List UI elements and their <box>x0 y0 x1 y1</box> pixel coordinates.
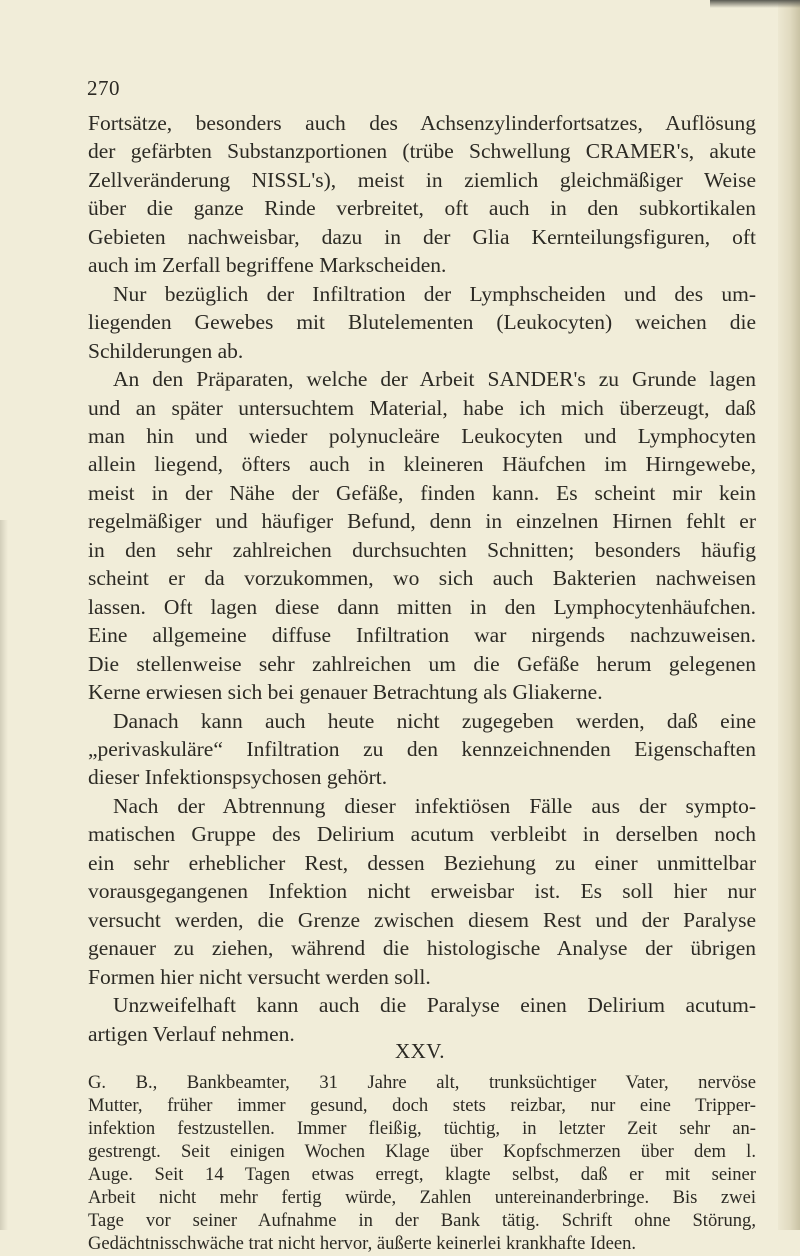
body-text-line: genauer zu ziehen, während die histologische Analyse der übrigen <box>88 936 756 961</box>
case-report-line: gestrengt. Seit einigen Wochen Klage über Kopfschmerzen über dem l. <box>88 1140 756 1162</box>
case-report <box>88 1072 756 1256</box>
body-text-line: der gefärbten Substanzportionen (trübe Schwellung CRAMER's, akute <box>88 139 756 164</box>
body-text-line: Kerne erwiesen sich bei genauer Betrachtung als Gliakerne. <box>88 680 603 705</box>
case-report-line: infektion festzustellen. Immer fleißig, tüchtig, in letzter Zeit sehr an- <box>88 1117 756 1139</box>
body-text-line: Schilderungen ab. <box>88 338 244 363</box>
body-text-line: Nach der Abtrennung dieser infektiösen Fälle aus der sympto- <box>113 793 756 818</box>
body-text-line: versucht werden, die Grenze zwischen diesem Rest und der Paralyse <box>88 907 756 932</box>
case-report-line: G. B., Bankbeamter, 31 Jahre alt, trunksüchtiger Vater, nervöse <box>88 1072 756 1093</box>
page-edge-shadow <box>710 0 800 8</box>
body-text-line: Nur bezüglich der Infiltration der Lymphscheiden und des um- <box>113 281 756 306</box>
body-text-line: vorausgegangenen Infektion nicht erweisbar ist. Es soll hier nur <box>88 879 756 904</box>
body-text-line: Zellveränderung NISSL's), meist in ziemlich gleichmäßiger Weise <box>88 167 756 192</box>
body-text-line: allein liegend, öfters auch in kleineren Häufchen im Hirngewebe, <box>88 452 756 477</box>
body-text-line: Formen hier nicht versucht werden soll. <box>88 964 431 989</box>
body-text-line: scheint er da vorzukommen, wo sich auch Bakterien nachweisen <box>88 566 756 591</box>
body-text-line: ein sehr erheblicher Rest, dessen Beziehung zu einer unmittelbar <box>88 850 756 875</box>
body-text-line: dieser Infektionspsychosen gehört. <box>88 765 388 790</box>
body-text-line: über die ganze Rinde verbreitet, oft auch in den subkortikalen <box>88 196 756 221</box>
body-text-line: regelmäßiger und häufiger Befund, denn in einzelnen Hirnen fehlt er <box>88 509 756 534</box>
case-report-line: Arbeit nicht mehr fertig würde, Zahlen untereinanderbringe. Bis zwei <box>88 1186 756 1208</box>
body-text-line: Eine allgemeine diffuse Infiltration war nirgends nachzuweisen. <box>88 623 756 648</box>
body-text-line: Danach kann auch heute nicht zugegeben werden, daß eine <box>113 708 756 733</box>
case-report-line: Auge. Seit 14 Tagen etwas erregt, klagte selbst, daß er mit seiner <box>88 1163 756 1185</box>
section-heading: XXV. <box>394 1039 446 1063</box>
body-text-line: Gebieten nachweisbar, dazu in der Glia Kernteilungsfiguren, oft <box>88 224 756 249</box>
body-text-line: auch im Zerfall begriffene Markscheiden. <box>88 253 447 278</box>
body-text-line: „perivaskuläre“ Infiltration zu den kennzeichnenden Eigenschaften <box>88 736 756 761</box>
case-report-line: Gedächtnisschwäche trat nicht hervor, äußerte keinerlei krankhafte Ideen. <box>88 1232 637 1254</box>
body-text-line: und an später untersuchtem Material, habe ich mich überzeugt, daß <box>88 395 756 420</box>
body-text-line: Die stellenweise sehr zahlreichen um die Gefäße herum gelegenen <box>88 651 756 676</box>
body-text-line: matischen Gruppe des Delirium acutum verbleibt in derselben noch <box>88 822 756 847</box>
body-text-line: Fortsätze, besonders auch des Achsenzylinderfortsatzes, Auflösung <box>88 111 756 135</box>
body-text-line: liegenden Gewebes mit Blutelementen (Leukocyten) weichen die <box>88 310 756 335</box>
case-report-line: Mutter, früher immer gesund, doch stets reizbar, nur eine Tripper- <box>88 1094 756 1116</box>
binding-shadow <box>0 520 8 1230</box>
body-text-line: artigen Verlauf nehmen. <box>88 1021 295 1046</box>
body-text <box>88 109 756 1048</box>
body-text-line: meist in der Nähe der Gefäße, finden kann. Es scheint mir kein <box>88 480 756 505</box>
body-text-line: lassen. Oft lagen diese dann mitten in den Lymphocytenhäufchen. <box>88 594 756 619</box>
page-number: 270 <box>87 76 120 100</box>
body-text-line: man hin und wieder polynucleäre Leukocyten und Lymphocyten <box>88 423 756 448</box>
body-text-line: An den Präparaten, welche der Arbeit SANDER's zu Grunde lagen <box>113 367 756 392</box>
body-text-line: Unzweifelhaft kann auch die Paralyse einen Delirium acutum- <box>113 993 756 1018</box>
case-report-line: Tage vor seiner Aufnahme in der Bank tätig. Schrift ohne Störung, <box>88 1209 756 1231</box>
body-text-line: in den sehr zahlreichen durchsuchten Schnitten; besonders häufig <box>88 537 756 562</box>
